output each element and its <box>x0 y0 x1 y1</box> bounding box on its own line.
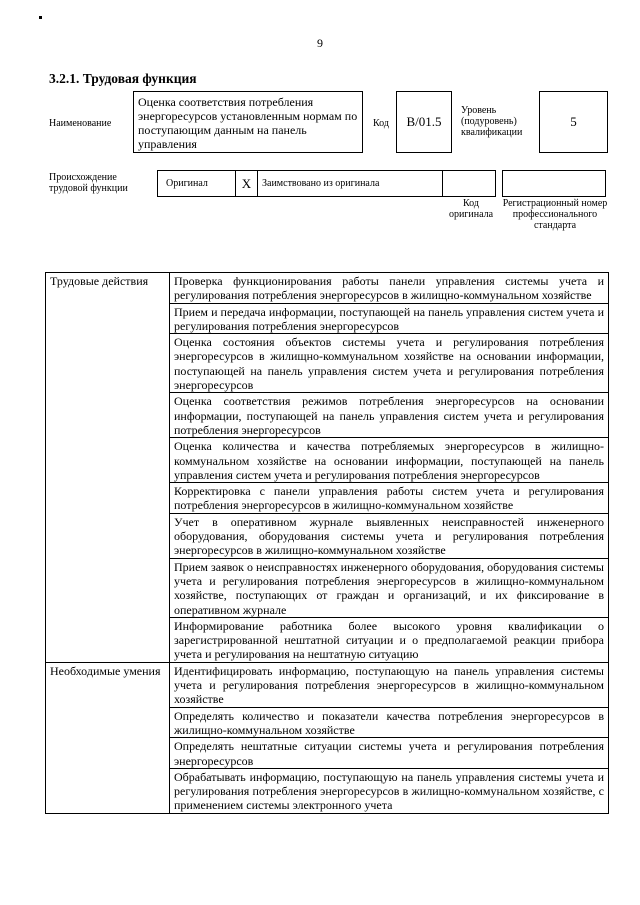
name-label: Наименование <box>49 118 112 129</box>
page-number: 9 <box>317 36 323 50</box>
table-cell: Обрабатывать информацию, поступающую на панель управления системы учета и регулирования потребления энергоресурсов в жилищно-коммунальном хозяйстве, с применением системы электронного учета <box>170 768 609 813</box>
code-original-cell <box>443 171 495 196</box>
section-title: 3.2.1. Трудовая функция <box>49 71 197 86</box>
table-cell: Оценка состояния объектов системы учета и регулирования потребления энергоресурсов в жилищно-коммунальном хозяйстве на основании информации, поступающей на панель управления систем учета и регулирования потребления энергоресурсов <box>170 334 609 393</box>
code-value: В/01.5 <box>396 91 452 153</box>
table-cell: Определять количество и показатели качества потребления энергоресурсов в жилищно-коммунальном хозяйстве <box>170 707 609 738</box>
borrowed-label: Заимствовано из оригинала <box>258 171 443 196</box>
table-cell: Оценка количества и качества потребляемых энергоресурсов в жилищно-коммунальном хозяйстве на основании информации, поступающей на панель управления систем учета и регулирования потребления энергоресурсов <box>170 438 609 483</box>
reg-number-label: Регистрационный номер профессионального стандарта <box>502 198 608 231</box>
level-value: 5 <box>539 91 608 153</box>
required-skills-heading: Необходимые умения <box>46 662 170 813</box>
origin-row <box>157 170 496 197</box>
table-row <box>46 273 609 304</box>
table-cell: Корректировка с панели управления работы систем учета и регулирования потребления энергоресурсов в жилищно-коммунальном хозяйстве <box>170 483 609 514</box>
code-label: Код <box>373 118 389 129</box>
labor-actions-heading: Трудовые действия <box>46 273 170 663</box>
level-label: Уровень (подуровень) квалификации <box>461 105 523 138</box>
table-cell: Определять нештатные ситуации системы учета и регулирования потребления энергоресурсов <box>170 738 609 769</box>
code-original-label: Код оригинала <box>448 198 494 220</box>
origin-label: Происхождение трудовой функции <box>49 172 128 194</box>
corner-mark <box>39 16 42 19</box>
reg-number-box <box>502 170 606 197</box>
table-cell: Информирование работника более высокого уровня квалификации о зарегистрированной нештатной ситуации и о предполагаемой реакции прибора учета и регулирования на нештатную ситуацию <box>170 617 609 662</box>
table-cell: Учет в оперативном журнале выявленных неисправностей инженерного оборудования, оборудования системы учета и регулирования потребления энергоресурсов в жилищно-коммунальном хозяйстве <box>170 513 609 558</box>
table-cell: Прием и передача информации, поступающей на панель управления систем учета и регулирования потребления энергоресурсов <box>170 303 609 334</box>
function-name-box: Оценка соответствия потребления энергоресурсов установленным нормам по поступающим данным на панель управления <box>133 91 363 153</box>
table-cell: Прием заявок о неисправностях инженерного оборудования, оборудования системы учета и регулирования потребления энергоресурсов в жилищно-коммунальном хозяйстве, поступающих от граждан и организаций, и их фиксирование в оперативном журнале <box>170 558 609 617</box>
table-cell: Оценка соответствия режимов потребления энергоресурсов на основании информации, поступающей на панель управления систем учета и регулирования потребления энергоресурсов <box>170 393 609 438</box>
labor-function-table <box>45 272 609 814</box>
table-cell: Проверка функционирования работы панели управления системы учета и регулирования потребления энергоресурсов в жилищно-коммунальном хозяйстве <box>170 273 609 304</box>
table-row <box>46 662 609 707</box>
original-mark: X <box>236 171 258 196</box>
original-label: Оригинал <box>158 171 236 196</box>
table-cell: Идентифицировать информацию, поступающую на панель управления системы учета и регулирования потребления энергоресурсов в жилищно-коммунальном хозяйстве <box>170 662 609 707</box>
